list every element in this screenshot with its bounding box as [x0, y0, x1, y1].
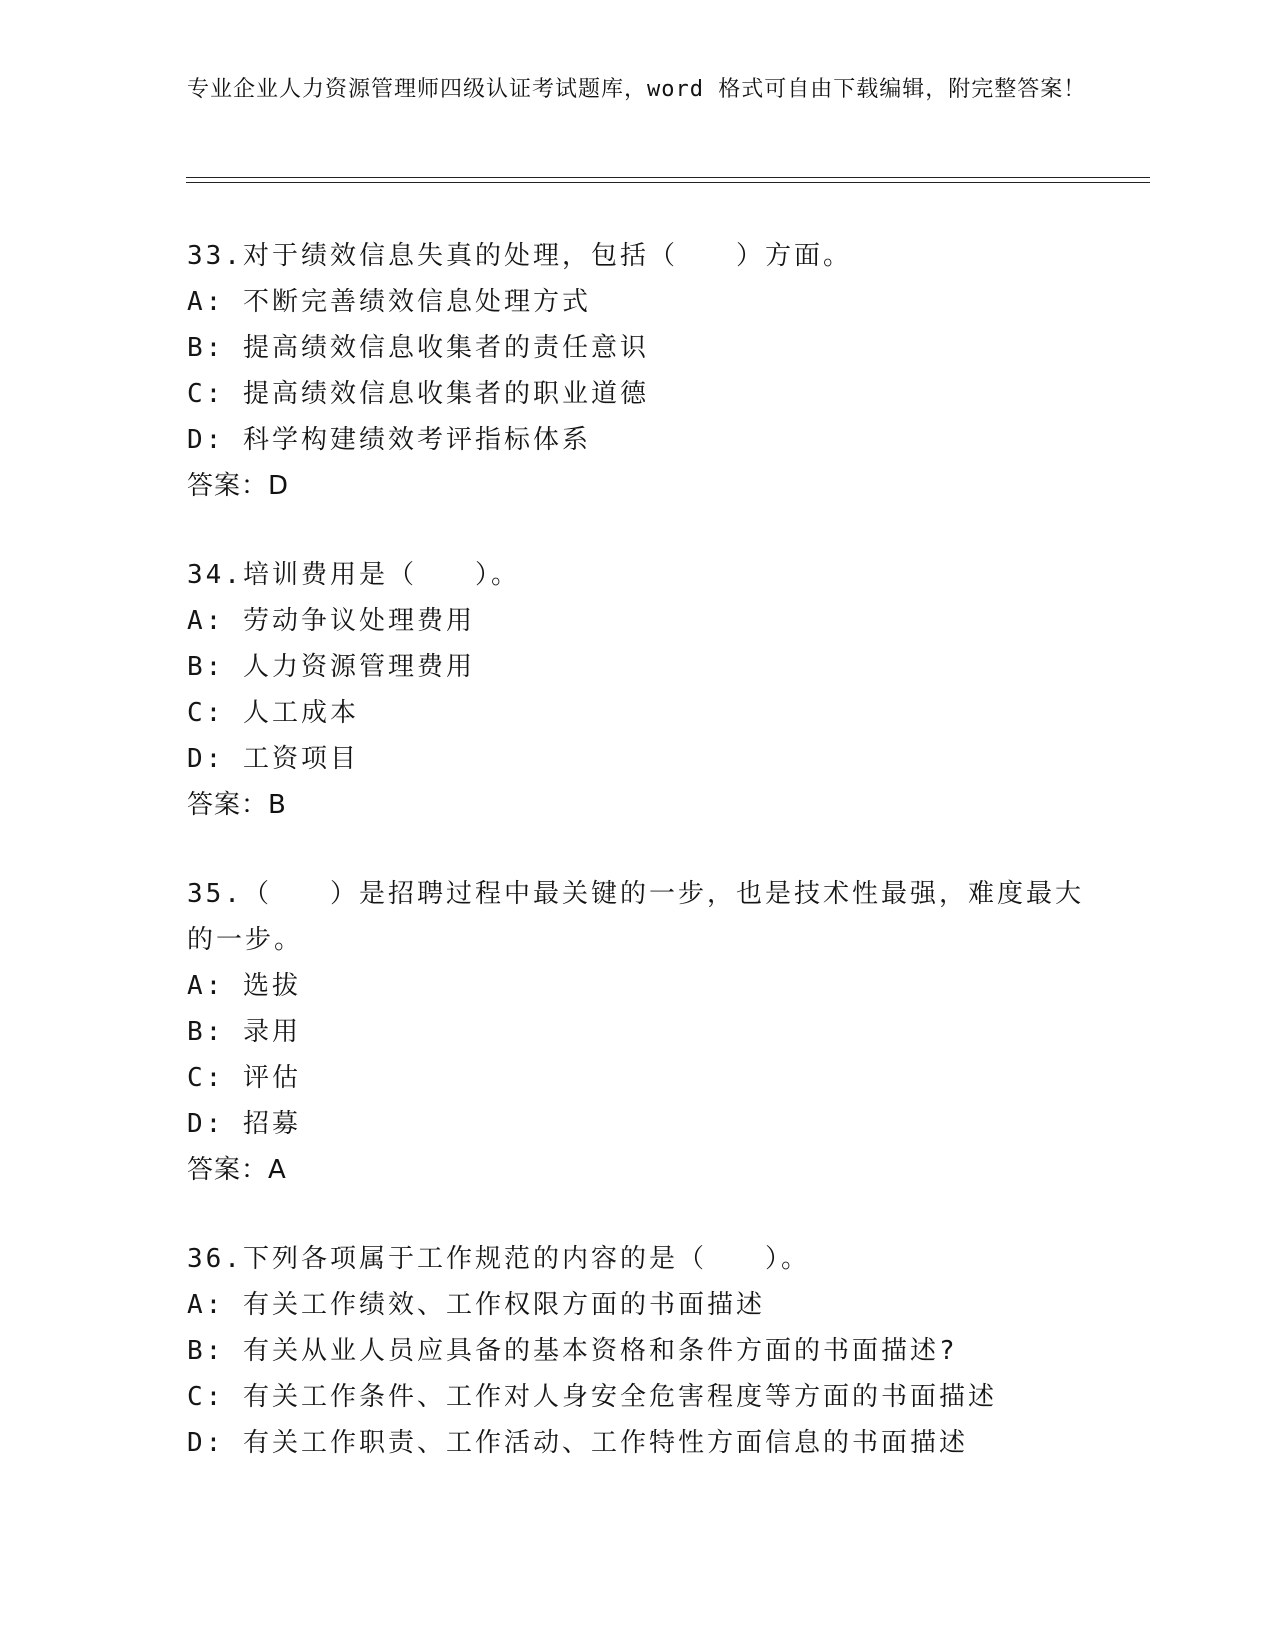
question-stem: 36.下列各项属于工作规范的内容的是（ ）。: [187, 1244, 810, 1274]
header-divider-bottom: [186, 182, 1150, 183]
answer-label: 答案：B: [187, 790, 287, 820]
option-d: D: 工资项目: [187, 744, 359, 774]
option-c: C: 人工成本: [187, 698, 359, 728]
option-c: C: 有关工作条件、工作对人身安全危害程度等方面的书面描述: [187, 1382, 997, 1412]
header-description: 专业企业人力资源管理师四级认证考试题库，word 格式可自由下载编辑，附完整答案！: [187, 77, 1087, 102]
option-c: C: 评估: [187, 1063, 301, 1093]
option-b: B: 提高绩效信息收集者的责任意识: [187, 333, 649, 363]
option-c: C: 提高绩效信息收集者的职业道德: [187, 379, 649, 409]
option-b: B: 有关从业人员应具备的基本资格和条件方面的书面描述?: [187, 1336, 958, 1366]
option-a: A: 不断完善绩效信息处理方式: [187, 287, 591, 317]
option-d: D: 科学构建绩效考评指标体系: [187, 425, 591, 455]
question-34: [187, 552, 1087, 828]
answer-label: 答案：A: [187, 1155, 287, 1185]
question-33: [187, 233, 1087, 509]
question-stem: 33.对于绩效信息失真的处理，包括（ ）方面。: [187, 241, 852, 271]
option-d: D: 有关工作职责、工作活动、工作特性方面信息的书面描述: [187, 1428, 968, 1458]
question-35: [187, 871, 1087, 1193]
answer-label: 答案：D: [187, 471, 290, 501]
option-b: B: 人力资源管理费用: [187, 652, 475, 682]
question-stem: 34.培训费用是（ ）。: [187, 560, 520, 590]
option-b: B: 录用: [187, 1017, 301, 1047]
question-stem: 35.（ ）是招聘过程中最关键的一步，也是技术性最强，难度最大的一步。: [187, 879, 1084, 955]
question-36: [187, 1236, 1087, 1466]
option-a: A: 劳动争议处理费用: [187, 606, 475, 636]
header-divider-top: [186, 177, 1150, 178]
option-a: A: 有关工作绩效、工作权限方面的书面描述: [187, 1290, 765, 1320]
option-a: A: 选拔: [187, 971, 301, 1001]
option-d: D: 招募: [187, 1109, 301, 1139]
